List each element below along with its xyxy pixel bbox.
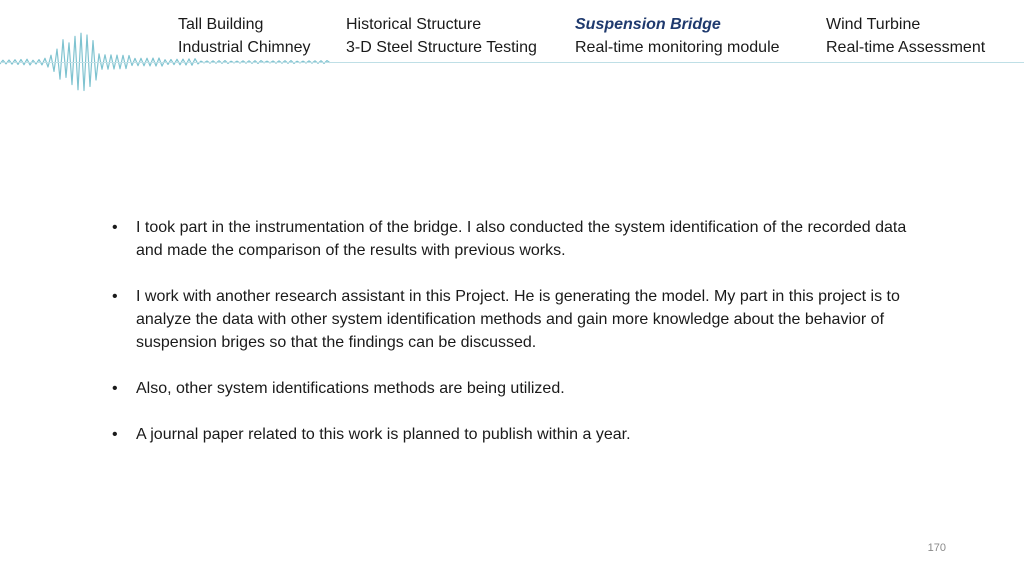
bullet-dot: • bbox=[112, 288, 118, 305]
nav-item-industrial-chimney[interactable]: Industrial Chimney bbox=[178, 39, 311, 56]
bullet-text: I work with another research assistant in this Project. He is generating the model. My part in this project is to analyze the data with other system identification methods and gain more knowledge about the behavior of suspension briges so that the findings can be discussed. bbox=[136, 288, 900, 351]
nav-item-tall-building[interactable]: Tall Building bbox=[178, 16, 264, 33]
bullet-item bbox=[112, 216, 912, 262]
bullet-list bbox=[112, 216, 912, 469]
nav-item-wind-turbine[interactable]: Wind Turbine bbox=[826, 16, 921, 33]
bullet-dot: • bbox=[112, 380, 118, 397]
nav-item-historical-structure[interactable]: Historical Structure bbox=[346, 16, 482, 33]
bullet-text: I took part in the instrumentation of the bridge. I also conducted the system identification of the recorded data and made the comparison of the results with previous works. bbox=[136, 219, 907, 259]
nav-item-real-time-assessment[interactable]: Real-time Assessment bbox=[826, 39, 986, 56]
nav-divider bbox=[0, 62, 1024, 63]
bullet-text: Also, other system identifications methods are being utilized. bbox=[136, 380, 565, 397]
bullet-item bbox=[112, 423, 912, 446]
topic-navigation bbox=[0, 0, 1024, 70]
page-number: 170 bbox=[927, 542, 946, 554]
nav-item-steel-structure-testing[interactable]: 3-D Steel Structure Testing bbox=[346, 39, 537, 56]
bullet-item bbox=[112, 285, 912, 354]
bullet-item bbox=[112, 377, 912, 400]
nav-item-suspension-bridge[interactable]: Suspension Bridge bbox=[575, 16, 721, 33]
bullet-text: A journal paper related to this work is planned to publish within a year. bbox=[136, 426, 631, 443]
bullet-dot: • bbox=[112, 219, 118, 236]
bullet-dot: • bbox=[112, 426, 118, 443]
nav-item-real-time-monitoring-module[interactable]: Real-time monitoring module bbox=[575, 39, 780, 56]
